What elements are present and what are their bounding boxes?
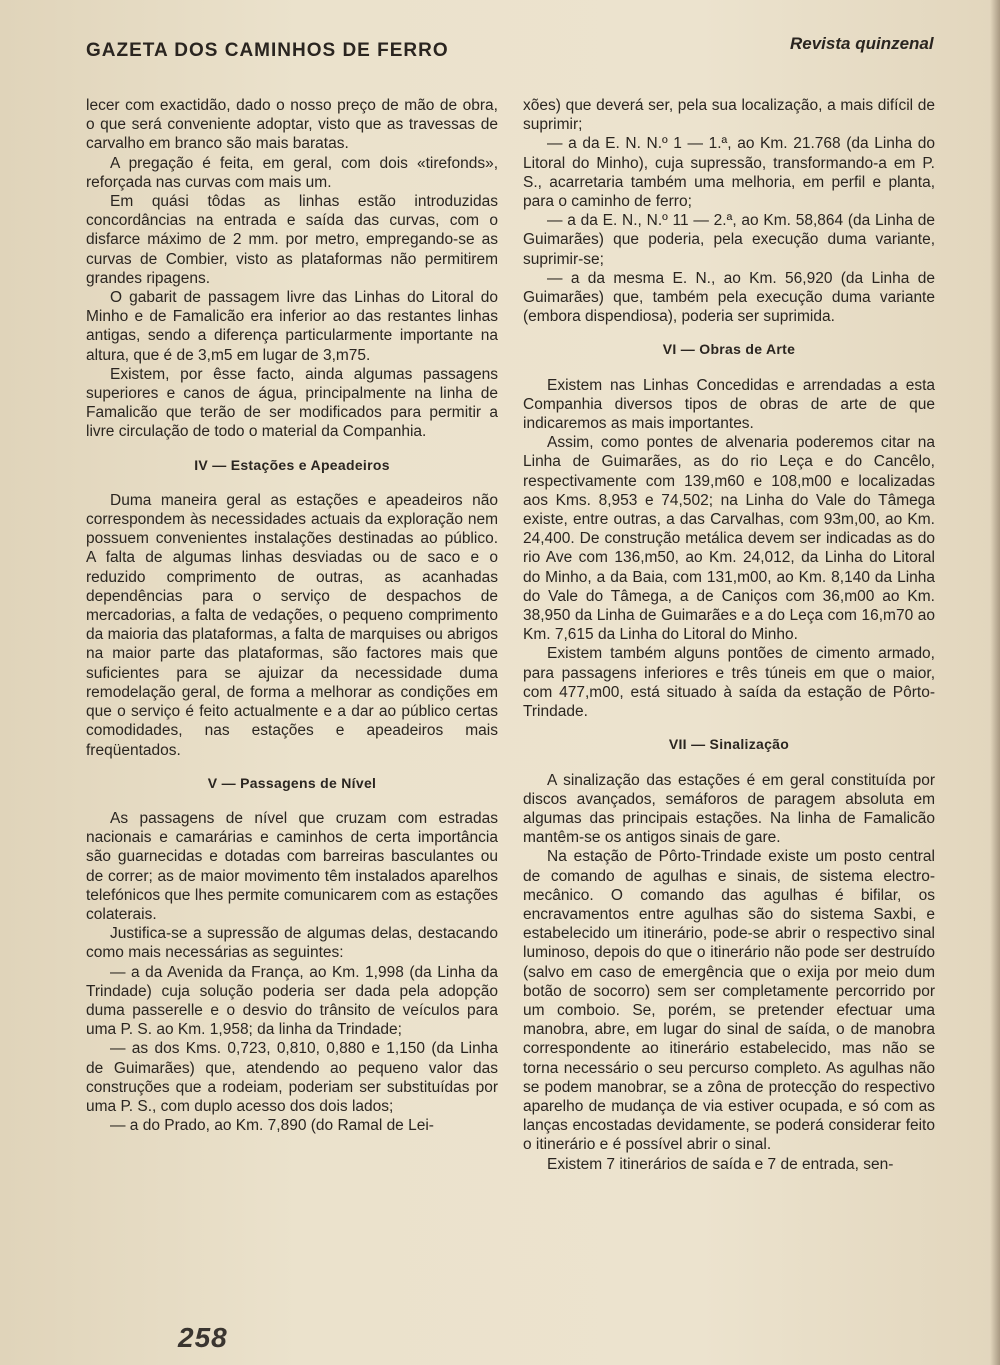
paragraph: — a da E. N. N.º 1 — 1.ª, ao Km. 21.768 (da Linha do Litoral do Minho), cuja supressão, transformando-a em P. S., acarretaria também uma melhoria, em perfil e planta, para o caminho de ferro;	[523, 135, 935, 211]
paragraph: Existem 7 itinerários de saída e 7 de entrada, sen-	[547, 1155, 894, 1173]
right-text-column	[523, 96, 935, 1174]
section-heading: V — Passagens de Nível	[207, 774, 377, 791]
journal-title: GAZETA DOS CAMINHOS DE FERRO	[86, 40, 449, 61]
paragraph: Justifica-se a supressão de algumas delas, destacando como mais necessárias as seguintes:	[86, 925, 498, 962]
paragraph: Assim, como pontes de alvenaria poderemos citar na Linha de Guimarães, as do rio Leça e do Cancêlo, respectivamente com 139,m60 e 108,m00 e localizadas aos Kms. 8,953 e 74,502; na Linha do Vale do Tâmega existe, entre outras, a das Carvalhas, com 93m,00, ao Km. 24,400. De construção metálica devem ser indicadas as do rio Ave com 136,m50, ao Km. 24,012, da Linha do Litoral do Minho, a da Baia, com 131,m00, ao Km. 8,140 da Linha do Vale do Tâmega, a de Caniços com 36,m00 ao Km. 38,950 da Linha de Guimarães e a do Leça com 16,m70 ao Km. 7,615 da Linha do Litoral do Minho.	[523, 434, 935, 644]
page-spine-shadow	[990, 0, 1000, 1365]
paragraph: O gabarit de passagem livre das Linhas do Litoral do Minho e de Famalicão era inferior ao das restantes linhas antigas, sendo a diferença particularmente importante na altura, que é de 3,m5 em lugar de 3,m75.	[86, 289, 498, 364]
section-heading: IV — Estações e Apeadeiros	[194, 456, 390, 473]
journal-subtitle: Revista quinzenal	[790, 34, 934, 53]
paragraph: — a da mesma E. N., ao Km. 56,920 (da Linha de Guimarães) que, também pela execução duma variante (embora dispendiosa), poderia ser suprimida.	[523, 269, 935, 326]
paragraph: — a da E. N., N.º 11 — 2.ª, ao Km. 58,864 (da Linha de Guimarães) que poderia, pela execução duma variante, suprimir-se;	[523, 212, 935, 268]
paragraph: — a da Avenida da França, ao Km. 1,998 (da Linha da Trindade) cuja solução poderia ser dada pela adopção duma passerelle e o desvio do trânsito de veículos para uma P. S. ao Km. 1,958; da linha da Trindade;	[86, 963, 498, 1039]
paragraph: A sinalização das estações é em geral constituída por discos avançados, semáforos de paragem absoluta em algumas das principais estações. Na linha de Famalicão mantêm-se os antigos sinais de gare.	[523, 771, 935, 847]
section-heading: VI — Obras de Arte	[662, 341, 796, 358]
paragraph: As passagens de nível que cruzam com estradas nacionais e camarárias e caminhos de certa importância são guarnecidas e dotadas com barreiras basculantes ou de correr; as de maior movimento têm instalados aparelhos telefónicos que lhes permite comunicarem com as estações colaterais.	[86, 809, 498, 923]
paragraph: — as dos Kms. 0,723, 0,810, 0,880 e 1,150 (da Linha de Guimarães) que, atendendo ao pequeno valor das construções que a rodeiam, poderiam ser substituídas por uma P. S., com duplo acesso dos dois lados;	[86, 1040, 498, 1115]
paragraph: Existem também alguns pontões de cimento armado, para passagens inferiores e três túneis em que o maior, com 477,m00, está situado à saída da estação de Pôrto-Trindade.	[523, 645, 935, 721]
paragraph: lecer com exactidão, dado o nosso preço de mão de obra, o que será conveniente adoptar, visto que as travessas de carvalho em branco são mais baratas.	[86, 97, 498, 153]
paragraph: — a do Prado, ao Km. 7,890 (do Ramal de Lei-	[110, 1117, 434, 1135]
paragraph: Duma maneira geral as estações e apeadeiros não correspondem às necessidades actuais da exploração nem possuem convenientes instalações destinadas ao público. A falta de algumas linhas desviadas ou de saco e o reduzido comprimento de outras, as acanhadas dependências para o serviço de despachos de mercadorias, a falta de vedações, o pequeno comprimento da maioria das plataformas, a falta de marquises ou abrigos na maior parte das plataformas, são factores mais que suficientes para se ajuizar da necessidade duma remodelação geral, de forma a melhorar as condições em que o serviço é feito actualmente e a dar ao público certas comodidades, nas estações e apeadeiros mais freqüentados.	[86, 491, 498, 759]
paragraph: Em quási tôdas as linhas estão introduzidas concordâncias na entrada e saída das curvas, com o disfarce máximo de 2 mm. por metro, empregando-se as curvas de Combier, visto as plataformas não permitirem grandes ripagens.	[86, 193, 498, 287]
left-text-column	[86, 96, 498, 1135]
section-heading: VII — Sinalização	[668, 736, 790, 753]
paragraph: xões) que deverá ser, pela sua localização, a mais difícil de suprimir;	[523, 97, 935, 134]
paragraph: Na estação de Pôrto-Trindade existe um posto central de comando de agulhas e sinais, de sistema electro-mecânico. O comando das agulhas é bifilar, os encravamentos entre agulhas são do sistema Saxbi, e estabelecido um itinerário, pode-se abrir o respectivo sinal luminoso, depois do que o itinerário não pode ser destruído (salvo em caso de emergência que o exija por meio dum botão de socorro) sem ser completamente percorrido por um comboio. Se, porém, se pretender efectuar uma manobra, abre, em lugar do sinal de saída, o de manobra correspondente ao itinerário estabelecido, mas não se torna necessário o seu percurso completo. As agulhas não se podem manobrar, se a zôna de protecção do respectivo aparelho de mudança de via estiver ocupada, e só com as lanças encostadas devidamente, se poderá considerar feito o itinerário e é possível abrir o sinal.	[523, 848, 935, 1154]
paragraph: Existem, por êsse facto, ainda algumas passagens superiores e canos de água, principalmente na linha de Famalicão que terão de ser modificados para permitir a livre circulação de todo o material da Companhia.	[86, 365, 498, 441]
paragraph: A pregação é feita, em geral, com dois «tirefonds», reforçada nas curvas com mais um.	[86, 154, 498, 191]
page-number: 258	[178, 1322, 228, 1353]
paragraph: Existem nas Linhas Concedidas e arrendadas a esta Companhia diversos tipos de obras de arte de que indicaremos as mais importantes.	[523, 376, 935, 433]
